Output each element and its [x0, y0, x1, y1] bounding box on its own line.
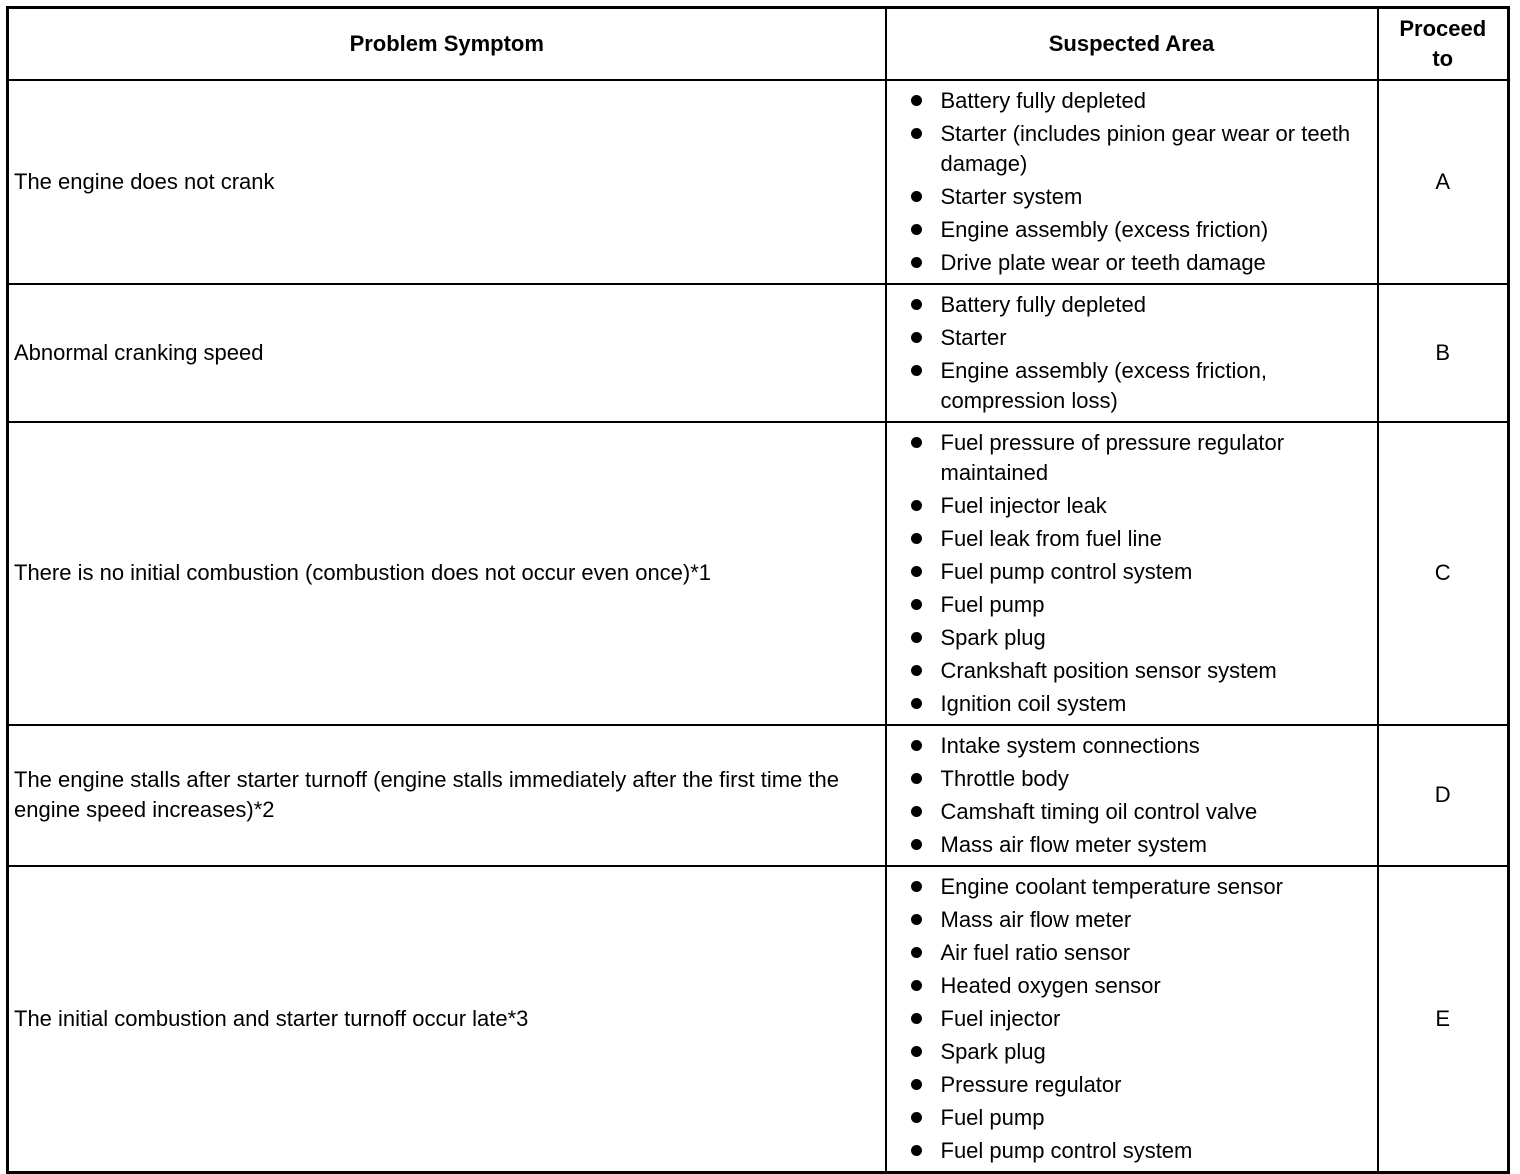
- bullet-icon: [911, 224, 922, 235]
- suspected-area-text: Throttle body: [940, 765, 1069, 791]
- header-proceed-to: Proceed to: [1378, 8, 1509, 80]
- list-item: [909, 248, 1377, 278]
- list-item: [909, 656, 1377, 686]
- suspected-area-text: Mass air flow meter system: [940, 831, 1207, 857]
- list-item: [909, 524, 1377, 554]
- suspected-area: [886, 866, 1378, 1173]
- bullet-icon: [911, 95, 922, 106]
- bullet-icon: [911, 1112, 922, 1123]
- suspected-area-text: Fuel injector leak: [940, 492, 1107, 518]
- proceed-to: A: [1378, 80, 1509, 284]
- table-row: [8, 866, 1509, 1173]
- suspected-area: [886, 80, 1378, 284]
- bullet-icon: [911, 332, 922, 343]
- bullet-icon: [911, 1079, 922, 1090]
- list-item: [909, 86, 1377, 116]
- bullet-icon: [911, 437, 922, 448]
- table-row: [8, 80, 1509, 284]
- table-row: [8, 422, 1509, 725]
- bullet-icon: [911, 1046, 922, 1057]
- list-item: [909, 905, 1377, 935]
- bullet-icon: [911, 500, 922, 511]
- header-suspected-area: Suspected Area: [886, 8, 1378, 80]
- suspected-area-text: Starter: [940, 324, 1007, 350]
- bullet-icon: [911, 947, 922, 958]
- problem-symptom: The engine stalls after starter turnoff (engine stalls immediately after the first time the engine speed increases)*2: [8, 725, 886, 866]
- suspected-area-text: Fuel pump: [940, 591, 1045, 617]
- list-item: [909, 938, 1377, 968]
- bullet-icon: [911, 806, 922, 817]
- suspected-area-text: Camshaft timing oil control valve: [940, 798, 1258, 824]
- header-problem-symptom: Problem Symptom: [8, 8, 886, 80]
- suspected-area-text: Battery fully depleted: [940, 87, 1146, 113]
- problem-symptom: There is no initial combustion (combustion does not occur even once)*1: [8, 422, 886, 725]
- list-item: [909, 797, 1377, 827]
- suspected-area-text: Fuel pump control system: [940, 558, 1193, 584]
- suspected-area-text: Pressure regulator: [940, 1071, 1122, 1097]
- bullet-icon: [911, 299, 922, 310]
- bullet-icon: [911, 128, 922, 139]
- suspected-area-text: Fuel injector: [940, 1005, 1061, 1031]
- list-item: [909, 731, 1377, 761]
- list-item: [909, 623, 1377, 653]
- list-item: [909, 1103, 1377, 1133]
- list-item: [909, 764, 1377, 794]
- suspected-area-text: Spark plug: [940, 1038, 1046, 1064]
- bullet-icon: [911, 1013, 922, 1024]
- list-item: [909, 182, 1377, 212]
- suspected-area: [886, 284, 1378, 422]
- suspected-area-text: Mass air flow meter: [940, 906, 1132, 932]
- suspected-area-text: Battery fully depleted: [940, 291, 1146, 317]
- proceed-to: B: [1378, 284, 1509, 422]
- suspected-area: [886, 725, 1378, 866]
- symptom-table: [6, 6, 1510, 1174]
- list-item: [909, 290, 1377, 320]
- suspected-area-text: Fuel pressure of pressure regulator maintained: [940, 429, 1285, 485]
- bullet-icon: [911, 839, 922, 850]
- header-row: [8, 8, 1509, 80]
- bullet-icon: [911, 365, 922, 376]
- proceed-to: D: [1378, 725, 1509, 866]
- suspected-area-text: Spark plug: [940, 624, 1046, 650]
- suspected-area-text: Fuel pump control system: [940, 1137, 1193, 1163]
- table-row: [8, 284, 1509, 422]
- list-item: [909, 689, 1377, 719]
- list-item: [909, 1004, 1377, 1034]
- list-item: [909, 971, 1377, 1001]
- bullet-icon: [911, 632, 922, 643]
- suspected-area-text: Engine assembly (excess friction): [940, 216, 1269, 242]
- suspected-area: [886, 422, 1378, 725]
- list-item: [909, 1037, 1377, 1067]
- bullet-icon: [911, 740, 922, 751]
- suspected-area-text: Intake system connections: [940, 732, 1200, 758]
- list-item: [909, 323, 1377, 353]
- bullet-icon: [911, 1145, 922, 1156]
- suspected-area-text: Fuel leak from fuel line: [940, 525, 1162, 551]
- list-item: [909, 1070, 1377, 1100]
- suspected-area-text: Air fuel ratio sensor: [940, 939, 1131, 965]
- proceed-to: C: [1378, 422, 1509, 725]
- list-item: [909, 557, 1377, 587]
- problem-symptom: The initial combustion and starter turnoff occur late*3: [8, 866, 886, 1173]
- list-item: [909, 590, 1377, 620]
- list-item: [909, 356, 1377, 416]
- list-item: [909, 872, 1377, 902]
- bullet-icon: [911, 191, 922, 202]
- table-row: [8, 725, 1509, 866]
- bullet-icon: [911, 599, 922, 610]
- bullet-icon: [911, 533, 922, 544]
- suspected-area-text: Ignition coil system: [940, 690, 1127, 716]
- bullet-icon: [911, 980, 922, 991]
- suspected-area-text: Starter (includes pinion gear wear or teeth damage): [940, 120, 1351, 176]
- bullet-icon: [911, 665, 922, 676]
- list-item: [909, 119, 1377, 179]
- list-item: [909, 215, 1377, 245]
- bullet-icon: [911, 914, 922, 925]
- bullet-icon: [911, 881, 922, 892]
- suspected-area-text: Starter system: [940, 183, 1083, 209]
- suspected-area-text: Engine coolant temperature sensor: [940, 873, 1283, 899]
- list-item: [909, 1136, 1377, 1166]
- list-item: [909, 830, 1377, 860]
- bullet-icon: [911, 773, 922, 784]
- suspected-area-text: Drive plate wear or teeth damage: [940, 249, 1266, 275]
- bullet-icon: [911, 698, 922, 709]
- bullet-icon: [911, 257, 922, 268]
- proceed-to: E: [1378, 866, 1509, 1173]
- problem-symptom: The engine does not crank: [8, 80, 886, 284]
- list-item: [909, 428, 1377, 488]
- suspected-area-text: Engine assembly (excess friction, compression loss): [940, 357, 1267, 413]
- suspected-area-text: Fuel pump: [940, 1104, 1045, 1130]
- bullet-icon: [911, 566, 922, 577]
- suspected-area-text: Heated oxygen sensor: [940, 972, 1161, 998]
- suspected-area-text: Crankshaft position sensor system: [940, 657, 1277, 683]
- list-item: [909, 491, 1377, 521]
- problem-symptom: Abnormal cranking speed: [8, 284, 886, 422]
